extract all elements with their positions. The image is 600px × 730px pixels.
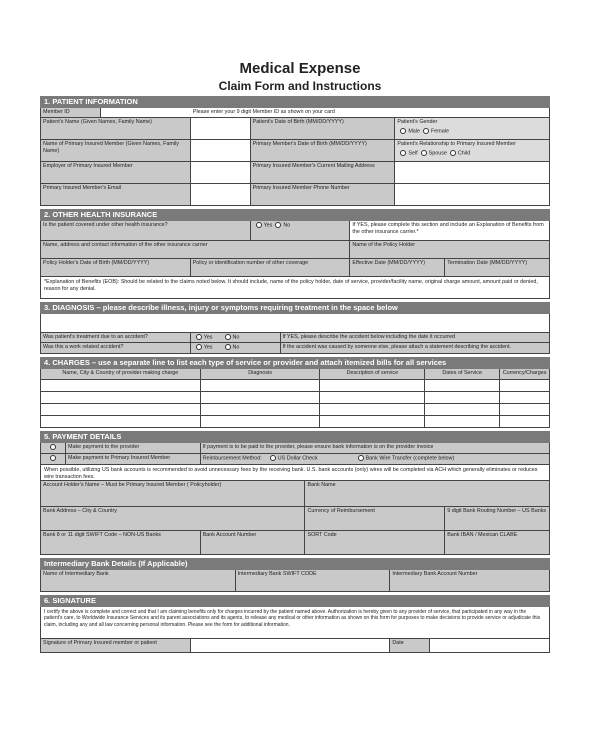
charges-cell[interactable] bbox=[500, 416, 550, 427]
charges-cell[interactable] bbox=[500, 404, 550, 415]
section-charges: 4. CHARGES – use a separate line to list each type of service or provider and attach itemized bills for all services bbox=[40, 357, 550, 369]
work-yes-radio[interactable] bbox=[196, 344, 202, 350]
charges-col-diagnosis: Diagnosis bbox=[201, 369, 321, 379]
work-label: Was this a work related accident? bbox=[41, 343, 191, 353]
if-yes-note: If YES, please complete this section and include an Explanation of Benefits from the other insurance carrier.* bbox=[350, 221, 550, 240]
charges-row bbox=[40, 404, 550, 416]
charges-row bbox=[40, 416, 550, 428]
date-label: Date bbox=[390, 639, 430, 652]
patient-name-field[interactable] bbox=[191, 118, 251, 139]
pay-member-label: Make payment to Primary Insured Member bbox=[66, 454, 201, 464]
account-no-label: Bank Account Number bbox=[201, 531, 306, 554]
page-title: Medical Expense bbox=[239, 60, 361, 77]
termination-label: Termination Date (MM/DD/YYYY) bbox=[445, 259, 550, 276]
email-label: Primary Insured Member's Email bbox=[41, 184, 191, 205]
intermediary-swift-label: Intermediary Bank SWIFT CODE bbox=[236, 570, 391, 591]
gender-label: Patient's Gender bbox=[397, 119, 438, 125]
charges-cell[interactable] bbox=[201, 404, 321, 415]
method-label: Reimbursement Method: bbox=[202, 455, 262, 462]
charges-cell[interactable] bbox=[500, 392, 550, 403]
phone-field[interactable] bbox=[395, 184, 550, 205]
charges-cell[interactable] bbox=[425, 392, 500, 403]
section-patient-information: 1. PATIENT INFORMATION bbox=[40, 96, 550, 108]
covered-label: Is the patient covered under other health insurance? bbox=[41, 221, 251, 240]
child-radio[interactable] bbox=[450, 150, 456, 156]
covered-no-label: No bbox=[283, 222, 291, 229]
work-no-label: No bbox=[232, 344, 240, 351]
work-options bbox=[191, 343, 281, 353]
patient-dob-label: Patient's Date of Birth (MM/DD/YYYY) bbox=[251, 118, 396, 139]
pay-provider-label: Make payment to the provider bbox=[66, 443, 201, 453]
work-no-radio[interactable] bbox=[225, 344, 231, 350]
charges-col-dates: Dates of Service bbox=[425, 369, 500, 379]
pay-member-radio[interactable] bbox=[50, 455, 56, 461]
holder-dob-label: Policy Holder's Date of Birth (MM/DD/YYYY) bbox=[41, 259, 191, 276]
signature-field[interactable] bbox=[191, 639, 391, 652]
section-diagnosis: 3. DIAGNOSIS – please describe illness, injury or symptoms requiring treatment in the space below bbox=[40, 302, 550, 314]
pay-provider-option bbox=[41, 443, 66, 453]
charges-cell[interactable] bbox=[41, 404, 201, 415]
method-field bbox=[201, 454, 550, 464]
primary-name-label: Name of Primary Insured Member (Given Names, Family Name) bbox=[41, 140, 191, 161]
wire-label: Bank Wire Transfer (complete below) bbox=[365, 455, 455, 462]
bank-address-label: Bank Address – City & Country bbox=[41, 507, 305, 530]
female-label: Female bbox=[431, 127, 449, 134]
accident-yes-label: Yes bbox=[203, 334, 213, 341]
covered-no-radio[interactable] bbox=[275, 222, 281, 228]
accident-no-label: No bbox=[232, 334, 240, 341]
swift-label: Bank 8 or 11 digit SWIFT Code – NON-US Banks bbox=[41, 531, 201, 554]
child-label: Child bbox=[457, 149, 471, 156]
primary-dob-label: Primary Member's Date of Birth (MM/DD/YYYY) bbox=[251, 140, 396, 161]
male-label: Male bbox=[408, 127, 420, 134]
fee-note: When possible, utilizing US bank accounts is recommended to avoid unnecessary fees by the receiving bank. U.S. bank accounts (only) wires will be completed via ACH which generally eliminates or reduces wire transaction fees. bbox=[40, 465, 550, 481]
charges-col-currency: Currency/Charges bbox=[500, 369, 550, 379]
mailing-field[interactable] bbox=[395, 162, 550, 183]
accident-describe-note: If YES, please describe the accident below including the date it occurred bbox=[281, 333, 550, 342]
charges-cell[interactable] bbox=[41, 380, 201, 391]
charges-cell[interactable] bbox=[320, 404, 425, 415]
member-id-label: Member ID bbox=[41, 108, 101, 117]
claim-form bbox=[40, 96, 550, 653]
charges-cell[interactable] bbox=[320, 380, 425, 391]
charges-cell[interactable] bbox=[320, 416, 425, 427]
charges-cell[interactable] bbox=[41, 416, 201, 427]
policy-id-label: Policy or identification number of other coverage bbox=[191, 259, 351, 276]
signature-statement: I certify the above is complete and correct and that I am claiming benefits only for charges incurred by the patient named above. Authorization is hereby given to any provider of service, that participated in any way in the patient's care, to Worldwide Insurance Services and its parent associations and its agents, to release any medical or other information as shown on this form for purposes to make decisions to provide service or adjudicate this claim, including any and all law concerning personal information. Please see the form for additional information. bbox=[40, 607, 550, 639]
member-id-hint: Please enter your 9 digit Member ID as shown on your card bbox=[192, 109, 335, 115]
self-radio[interactable] bbox=[400, 150, 406, 156]
work-note: If the accident was caused by someone else, please attach a statement describing the accident. bbox=[281, 343, 550, 353]
currency-label: Currency of Reimbursement bbox=[305, 507, 445, 530]
page-subtitle: Claim Form and Instructions bbox=[218, 79, 382, 93]
employer-label: Employer of Primary Insured Member bbox=[41, 162, 191, 183]
charges-cell[interactable] bbox=[41, 392, 201, 403]
charges-cell[interactable] bbox=[201, 392, 321, 403]
charges-cell[interactable] bbox=[201, 416, 321, 427]
work-yes-label: Yes bbox=[203, 344, 213, 351]
charges-cell[interactable] bbox=[425, 380, 500, 391]
eob-note: *Explanation of Benefits (EOB): Should be related to the claims noted below. It should include, name of the policy holder, date of service, provider/facility name, original charge amount, amount paid or denied, reason for any denial. bbox=[40, 277, 550, 299]
relationship-field bbox=[395, 140, 550, 161]
accident-label: Was patient's treatment due to an accident? bbox=[41, 333, 191, 342]
patient-name-label: Patient's Name (Given Names, Family Name) bbox=[41, 118, 191, 139]
charges-cell[interactable] bbox=[320, 392, 425, 403]
section-signature: 6. SIGNATURE bbox=[40, 595, 550, 607]
charges-col-description: Description of service bbox=[320, 369, 425, 379]
routing-label: 9 digit Bank Routing Number – US Banks bbox=[445, 507, 550, 530]
intermediary-account-label: Intermediary Bank Account Number bbox=[390, 570, 550, 591]
date-field[interactable] bbox=[430, 639, 550, 652]
pay-provider-note: If payment is to be paid to the provider, please ensure bank information is on the provider invoice bbox=[201, 443, 550, 453]
effective-label: Effective Date (MM/DD/YYYY) bbox=[350, 259, 445, 276]
female-radio[interactable] bbox=[423, 128, 429, 134]
usd-check-label: US Dollar Check bbox=[277, 455, 318, 462]
phone-label: Primary Insured Member Phone Number bbox=[251, 184, 396, 205]
member-id-field[interactable] bbox=[101, 108, 550, 117]
usd-check-radio[interactable] bbox=[270, 455, 276, 461]
intermediary-name-label: Name of Intermediary Bank bbox=[41, 570, 236, 591]
section-payment-details: 5. PAYMENT DETAILS bbox=[40, 431, 550, 443]
covered-options bbox=[251, 221, 351, 240]
carrier-label: Name, address and contact information of the other insurance carrier bbox=[41, 241, 350, 258]
covered-yes-radio[interactable] bbox=[256, 222, 262, 228]
charges-cell[interactable] bbox=[425, 404, 500, 415]
accident-options bbox=[191, 333, 281, 342]
male-radio[interactable] bbox=[400, 128, 406, 134]
iban-label: Bank IBAN / Mexican CLABE bbox=[445, 531, 550, 554]
pay-member-option bbox=[41, 454, 66, 464]
section-intermediary-bank: Intermediary Bank Details (If Applicable) bbox=[40, 558, 550, 570]
section-other-insurance: 2. OTHER HEALTH INSURANCE bbox=[40, 209, 550, 221]
sort-label: SORT Code bbox=[305, 531, 445, 554]
accident-no-radio[interactable] bbox=[225, 334, 231, 340]
covered-yes-label: Yes bbox=[263, 222, 273, 229]
signature-label: Signature of Primary Insured member or patient bbox=[41, 639, 191, 652]
charges-col-provider: Name, City & Country of provider making charge bbox=[41, 369, 201, 379]
email-field[interactable] bbox=[191, 184, 251, 205]
relationship-label: Patient's Relationship to Primary Insured Member bbox=[397, 141, 516, 147]
holder-label: Account Holder's Name – Must be Primary Insured Member ( Policyholder) bbox=[41, 481, 305, 506]
charges-row bbox=[40, 380, 550, 392]
gender-field bbox=[395, 118, 550, 139]
mailing-label: Primary Insured Member's Current Mailing Address bbox=[251, 162, 396, 183]
diagnosis-field[interactable] bbox=[41, 314, 550, 332]
wire-radio[interactable] bbox=[358, 455, 364, 461]
bank-name-label: Bank Name bbox=[305, 481, 550, 506]
employer-field[interactable] bbox=[191, 162, 251, 183]
pay-provider-radio[interactable] bbox=[50, 444, 56, 450]
accident-yes-radio[interactable] bbox=[196, 334, 202, 340]
policy-name-label: Name of the Policy Holder bbox=[350, 241, 550, 258]
spouse-label: Spouse bbox=[428, 149, 447, 156]
charges-cell[interactable] bbox=[425, 416, 500, 427]
spouse-radio[interactable] bbox=[421, 150, 427, 156]
charges-cell[interactable] bbox=[500, 380, 550, 391]
charges-row bbox=[40, 392, 550, 404]
charges-cell[interactable] bbox=[201, 380, 321, 391]
self-label: Self bbox=[408, 149, 418, 156]
primary-name-field[interactable] bbox=[191, 140, 251, 161]
